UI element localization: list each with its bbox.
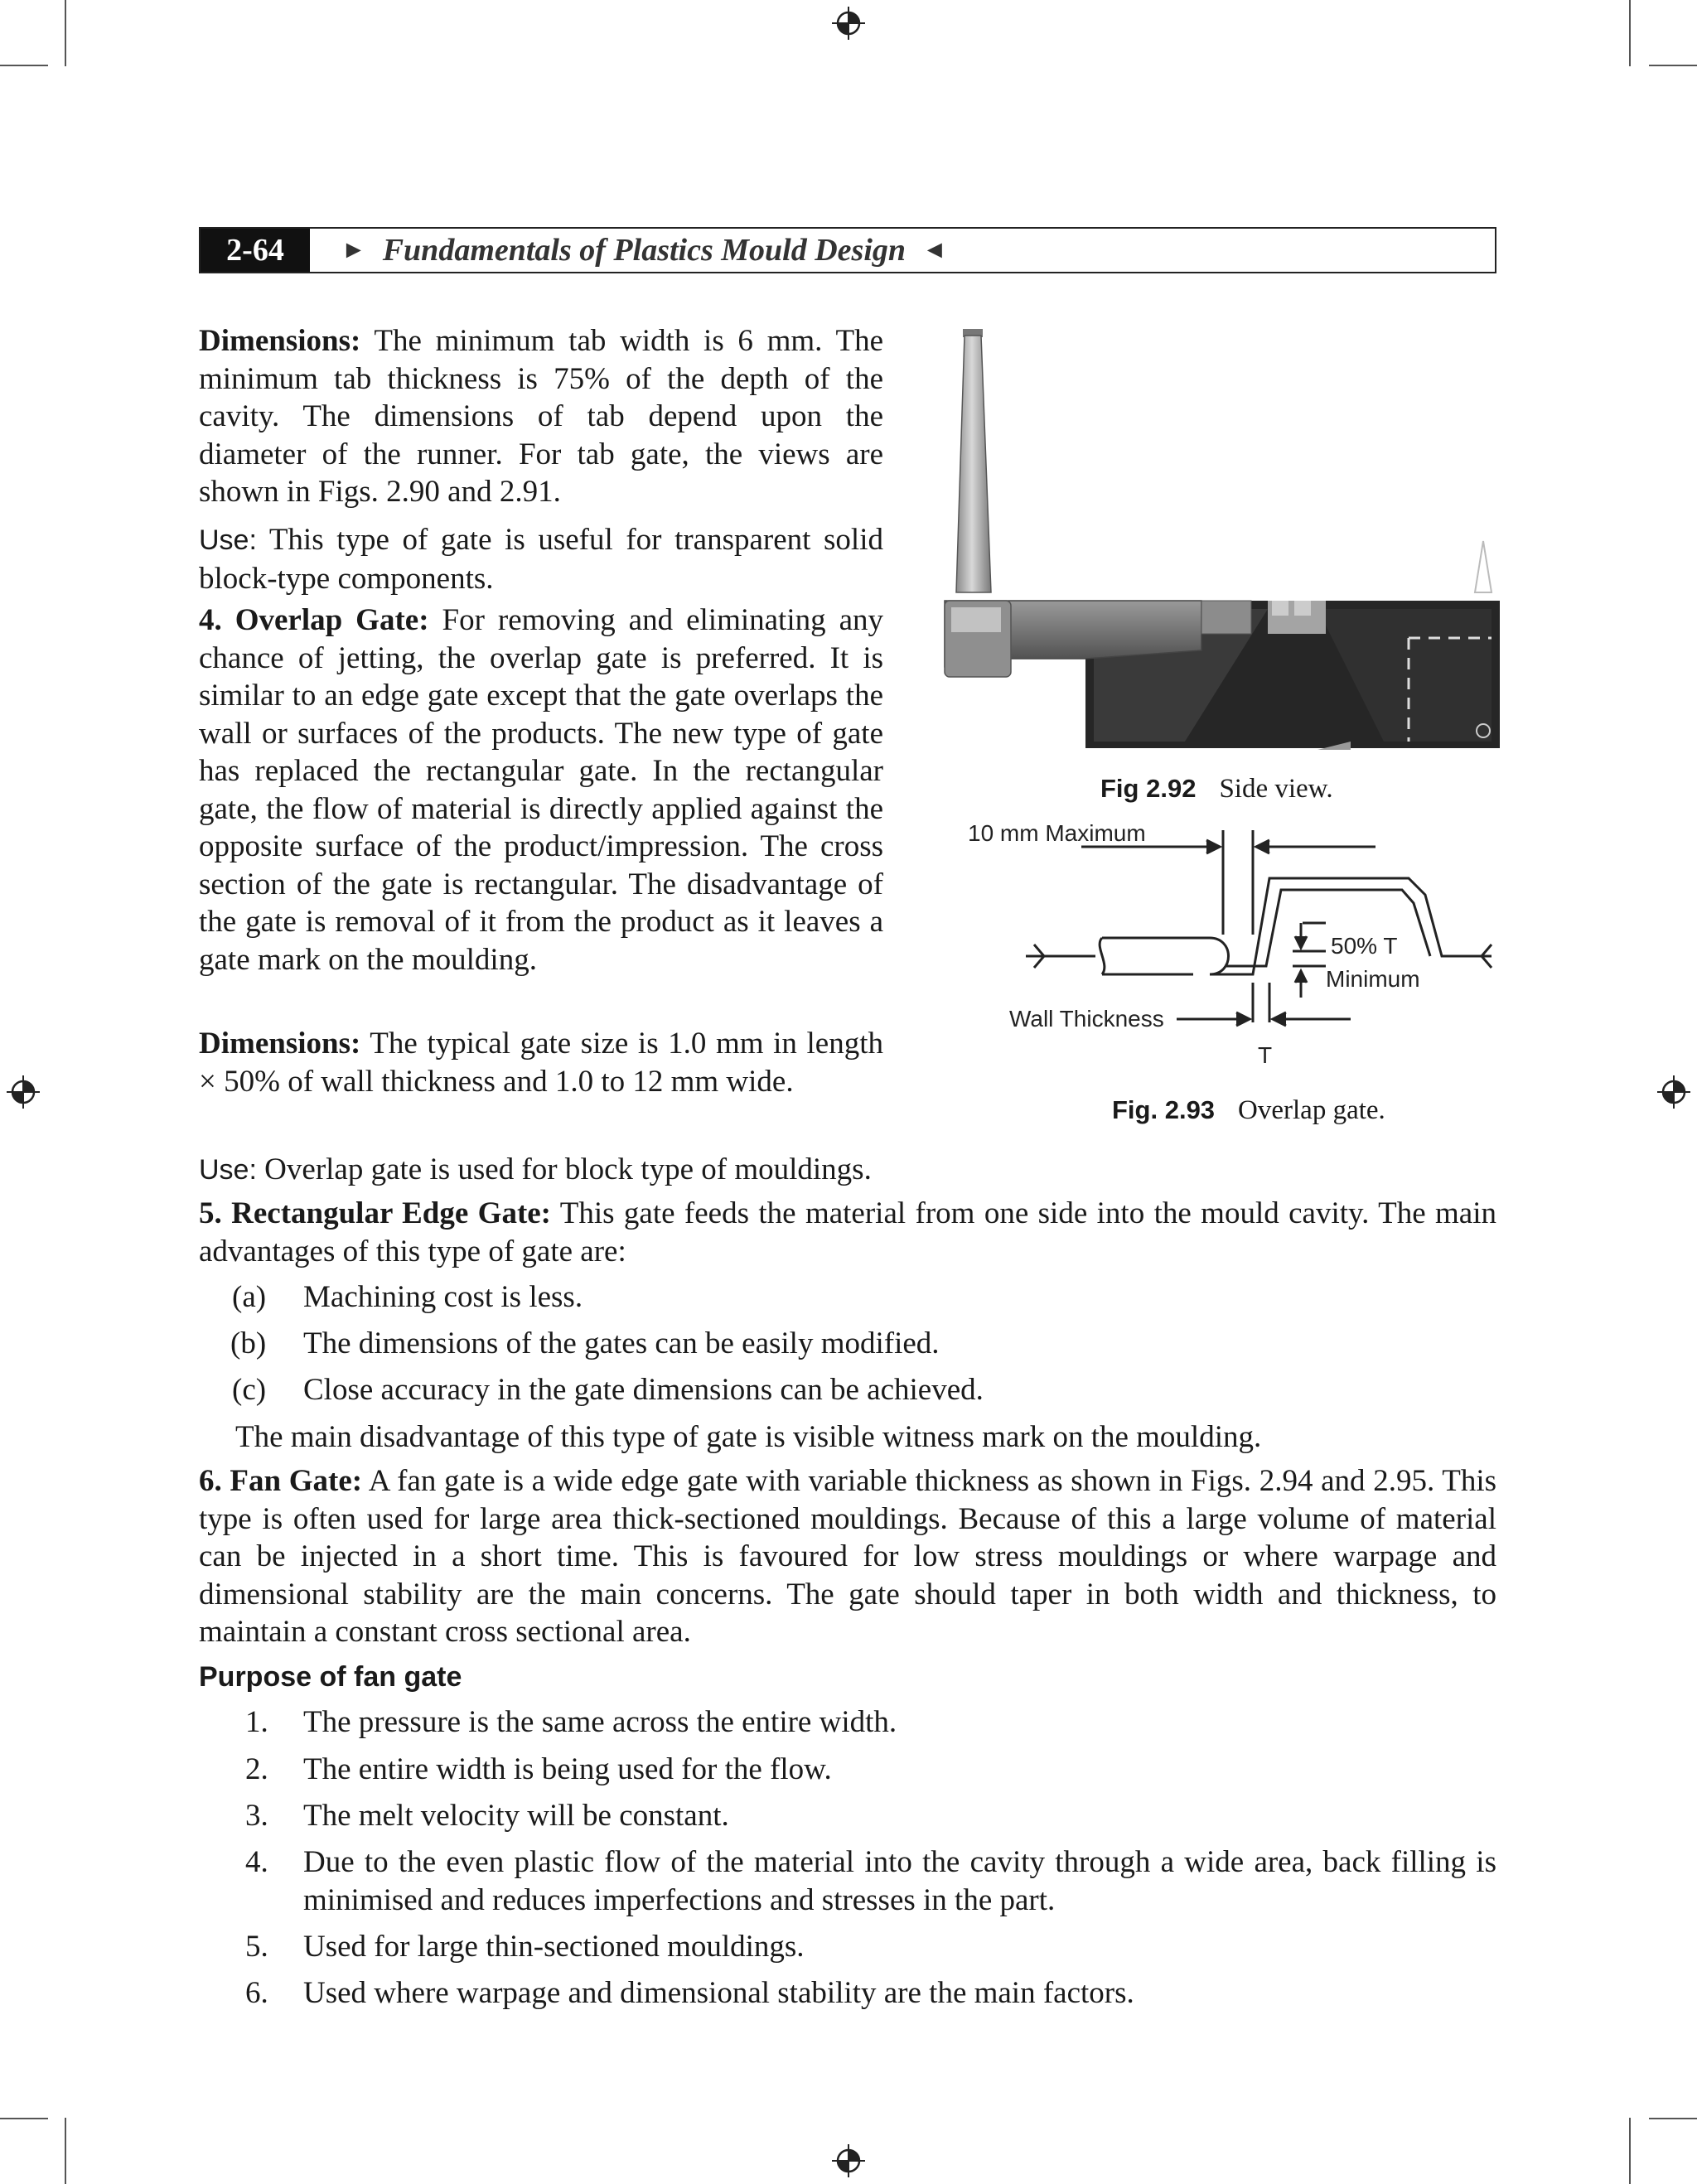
list-item-text: The melt velocity will be constant. xyxy=(303,1799,729,1833)
header-title-group xyxy=(341,229,947,272)
crop-mark xyxy=(1649,2118,1697,2119)
overlap-gate-paragraph xyxy=(199,602,883,978)
dimensions-text: The minimum tab width is 6 mm. The minimum tab thickness is 75% of the depth of the cavity. The dimensions of tab depend upon the diameter of the runner. For tab gate, the views are shown in Figs. 2.90 and 2.91. xyxy=(199,324,883,509)
fan-gate-label: 6. Fan Gate: xyxy=(199,1464,363,1498)
list-item xyxy=(232,1371,266,1408)
list-marker: 4. xyxy=(245,1845,268,1879)
figure-caption: Overlap gate. xyxy=(1238,1095,1385,1125)
list-marker: 1. xyxy=(245,1705,268,1739)
dimensions-label: Dimensions: xyxy=(199,1027,361,1061)
crop-mark xyxy=(0,65,48,66)
use-overlap-line xyxy=(199,1151,872,1189)
book-title: Fundamentals of Plastics Mould Design xyxy=(382,233,907,268)
list-marker: 6. xyxy=(245,1976,268,2010)
disadvantage-line: The main disadvantage of this type of gate is visible witness mark on the moulding. xyxy=(235,1420,1262,1454)
registration-mark-icon xyxy=(832,2144,865,2177)
label-10mm-maximum: 10 mm Maximum xyxy=(968,820,1146,846)
figure-number: Fig 2.92 xyxy=(1100,774,1197,803)
dimensions-label: Dimensions: xyxy=(199,324,361,358)
list-item xyxy=(230,1325,266,1362)
list-item xyxy=(232,1278,266,1316)
crop-mark xyxy=(1649,65,1697,66)
list-marker: 3. xyxy=(245,1799,268,1833)
list-item-text: Used where warpage and dimensional stability are the main factors. xyxy=(303,1976,1134,2010)
list-item-text: Close accuracy in the gate dimensions can be achieved. xyxy=(303,1373,984,1407)
purpose-heading: Purpose of fan gate xyxy=(199,1661,462,1693)
label-minimum: Minimum xyxy=(1326,966,1420,992)
list-marker: 5. xyxy=(245,1930,268,1964)
list-marker: (a) xyxy=(232,1280,267,1314)
list-item-text: Used for large thin-sectioned mouldings. xyxy=(303,1930,805,1964)
label-t: T xyxy=(1258,1042,1273,1068)
crop-mark xyxy=(65,0,66,66)
crop-mark xyxy=(65,2118,66,2184)
page-number: 2-64 xyxy=(201,229,310,272)
list-item-text: Due to the even plastic flow of the material into the cavity through a wide area, back filling is minimised and reduces imperfections and stresses in the part. xyxy=(303,1845,1496,1917)
registration-mark-icon xyxy=(832,7,865,40)
registration-mark-icon xyxy=(1657,1075,1690,1109)
fan-gate-text: A fan gate is a wide edge gate with variable thickness as shown in Figs. 2.94 and 2.95. This type is often used for large area thick-sectioned mouldings. Because of this a large volume of material can be injected in a short time. This is favoured for low stress mouldings or where warpage and dimensional stability are the main concerns. The gate should taper in both width and thickness, to maintain a constant cross sectional area. xyxy=(199,1464,1497,1649)
list-item-text: The dimensions of the gates can be easily modified. xyxy=(303,1326,940,1360)
rectangular-edge-gate-text: This gate feeds the material from one side into the mould cavity. The main advantages of this type of gate are: xyxy=(199,1196,1496,1268)
list-marker: (c) xyxy=(232,1373,267,1407)
rectangular-edge-gate-label: 5. Rectangular Edge Gate: xyxy=(199,1196,552,1230)
right-triangle-icon: ► xyxy=(341,236,366,263)
dimensions-text: The typical gate size is 1.0 mm in length × 50% of wall thickness and 1.0 to 12 mm wide. xyxy=(199,1027,883,1099)
fig-293-caption xyxy=(1112,1095,1385,1126)
fig-292-caption xyxy=(1100,774,1333,805)
use-text: Overlap gate is used for block type of mouldings. xyxy=(256,1152,872,1186)
side-view-figure xyxy=(920,327,1500,750)
list-marker: 2. xyxy=(245,1752,268,1786)
running-header xyxy=(199,227,1496,273)
label-50-percent-t: 50% T xyxy=(1331,933,1398,959)
fan-gate-paragraph xyxy=(199,1462,1496,1651)
use-tab-paragraph xyxy=(199,521,883,597)
overlap-gate-label: 4. Overlap Gate: xyxy=(199,603,429,637)
list-item-text: The entire width is being used for the flow. xyxy=(303,1752,832,1786)
left-triangle-icon: ◄ xyxy=(922,236,947,263)
label-wall-thickness: Wall Thickness xyxy=(1009,1006,1164,1032)
crop-mark xyxy=(0,2118,48,2119)
list-item-text: The pressure is the same across the entire width. xyxy=(303,1705,897,1739)
dimensions-overlap-paragraph xyxy=(199,1025,883,1100)
dimensions-tab-paragraph xyxy=(199,322,883,511)
list-item-text: Machining cost is less. xyxy=(303,1280,583,1314)
figure-caption: Side view. xyxy=(1219,774,1333,804)
use-text: This type of gate is useful for transparent solid block-type components. xyxy=(199,523,883,596)
use-label: Use: xyxy=(199,524,257,556)
overlap-gate-text: For removing and eliminating any chance of jetting, the overlap gate is preferred. It is similar to an edge gate except that the gate overlaps the wall or surfaces of the products. The new type of gate has replaced the rectangular gate. In the rectangular gate, the flow of material is directly applied against the opposite surface of the product/impression. The cross section of the gate is rectangular. The disadvantage of the gate is removal of it from the product as it leaves a gate mark on the moulding. xyxy=(199,603,884,977)
registration-mark-icon xyxy=(7,1075,40,1109)
crop-mark xyxy=(1629,0,1631,66)
use-label: Use: xyxy=(199,1154,257,1186)
list-marker: (b) xyxy=(230,1326,267,1360)
rectangular-edge-gate-paragraph xyxy=(199,1195,1496,1270)
crop-mark xyxy=(1629,2118,1631,2184)
figure-number: Fig. 2.93 xyxy=(1112,1095,1216,1124)
